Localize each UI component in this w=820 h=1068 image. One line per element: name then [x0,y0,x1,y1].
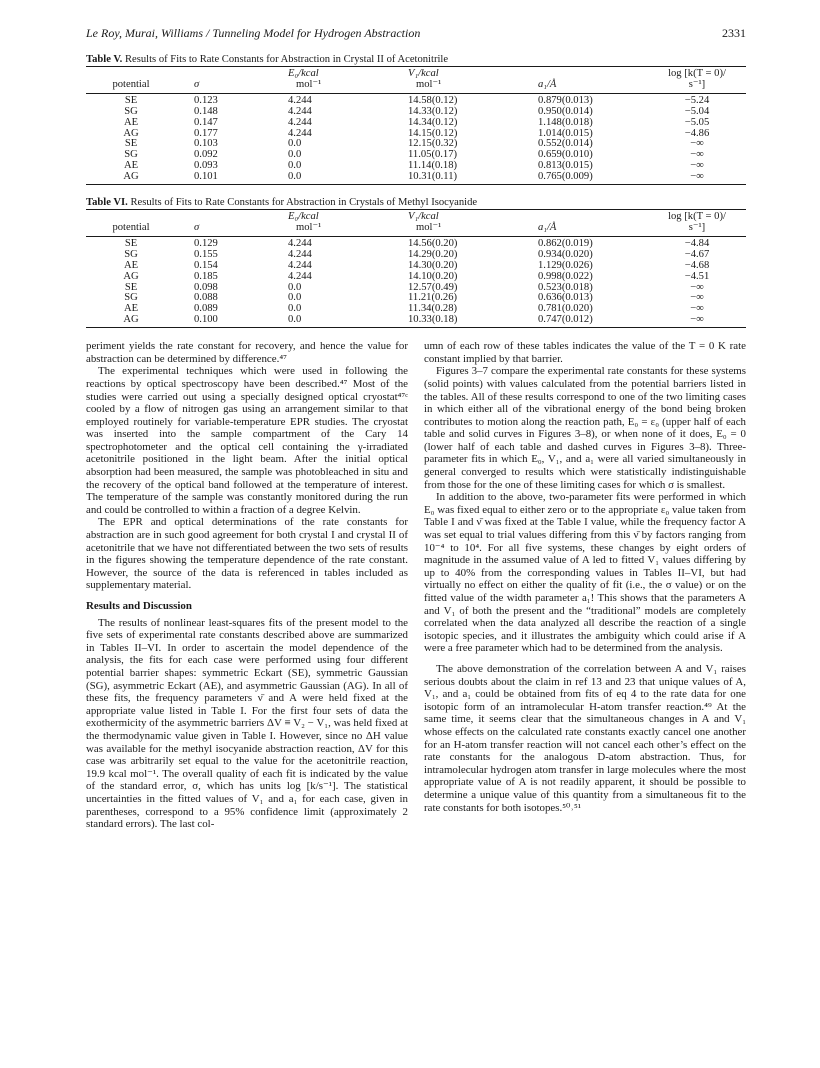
table-cell-potential: SG [124,105,138,117]
table-cell-a1: 0.747(0.012) [538,315,648,327]
left-column [86,340,408,831]
table-cell-logk: −∞ [648,315,746,327]
table5-header-v1-unit: mol⁻¹ [408,80,538,93]
paragraph: In addition to the above, two-parameter fits were performed in which E₀ was fixed equal to either zero or to the appropriate ε₀ value taken from Table I and ν̄ was fixed at the Table I value, while the frequency factor A was set equal to trial values differing from this ν̄ by factors ranging from 10⁻⁴ to 10⁴. For all five systems, these changes by eight orders of magnitude in the assumed value of A led to fitted V₁ values differing by up to 40% from the corresponding values in Tables II–VI, but had virtually no effect on either the quality of fit (i.e., the σ value) or on the fitted value of the width parameter a₁! This shows that the parameters A and V₁ of both the present and the “traditional” models are completely correlated when the data analyzed all describe the reaction of a single isotopic species, and it illustrates the ambiguity which could arise if A were a free parameter which had to be determined from the analysis. [424,491,746,655]
table-cell-logk: −4.68 [684,259,710,271]
table-cell-a1: 0.862(0.019) [538,237,593,249]
table-cell-v1: 10.31(0.11) [408,172,538,184]
table-cell-logk: −4.86 [684,127,710,139]
table5-header-potential: potential [86,80,176,93]
table-cell-sigma: 0.088 [194,292,218,304]
table-cell-e0: 0.0 [288,303,302,315]
table-cell-logk: −∞ [690,149,704,161]
table6-header-e0-unit: mol⁻¹ [288,223,408,236]
table-cell-a1: 0.813(0.015) [538,160,593,172]
table-cell-potential: AE [123,259,139,271]
right-column [424,340,746,831]
table6-header-logk-unit: s⁻¹] [648,223,746,236]
table-cell-logk: −∞ [690,281,704,293]
table-cell-a1: 0.998(0.022) [538,270,593,282]
table5-caption-text: Results of Fits to Rate Constants for Abstraction in Crystal II of Acetonitrile [124,54,449,65]
table-cell-e0: 0.0 [288,149,302,161]
table-cell-potential: AG [86,172,176,184]
table-cell-e0: 0.0 [288,172,408,184]
table-cell-potential: SG [124,149,138,161]
table5-header-sigma: σ [176,80,288,93]
table-cell-v1: 14.15(0.12) [408,127,458,139]
table-cell-a1: 0.523(0.018) [538,281,593,293]
table-cell-v1: 14.29(0.20) [408,248,458,260]
table6-header-e0: E₀/kcal [288,210,408,223]
table-cell-v1: 12.15(0.32) [408,138,458,150]
table-cell-sigma: 0.154 [194,259,218,271]
table-row [86,107,746,118]
table-cell-e0: 4.244 [288,127,312,139]
table-cell-logk: −∞ [690,138,704,150]
table-cell-sigma: 0.103 [194,138,218,150]
page-number: 2331 [722,26,746,40]
table-cell-sigma: 0.100 [176,315,288,327]
table-row [86,272,746,283]
table-cell-sigma: 0.147 [194,116,218,128]
table5 [86,66,746,185]
table6-header-a1: a₁/Å [538,223,648,236]
running-header [86,26,746,42]
table-cell-e0: 4.244 [288,94,312,106]
table6-header-logk: log [k(T = 0)/ [648,210,746,223]
table6-header-v1: V₁/kcal [408,210,538,223]
table-cell-logk: −4.51 [684,270,710,282]
table-cell-sigma: 0.101 [176,172,288,184]
table-cell-e0: 0.0 [288,138,302,150]
table-cell-logk: −5.04 [684,105,710,117]
table-cell-sigma: 0.155 [194,248,218,260]
table-cell-sigma: 0.177 [194,127,218,139]
table-cell-sigma: 0.089 [194,303,218,315]
table-cell-logk: −∞ [690,292,704,304]
table6-caption-text: Results of Fits to Rate Constants for Abstraction in Crystals of Methyl Isocyanide [130,197,478,209]
table6-label: Table VI. [86,197,128,209]
table-cell-v1: 14.30(0.20) [408,259,458,271]
table-cell-e0: 4.244 [288,259,312,271]
table5-header-v1: V₁/kcal [408,67,538,80]
table-cell-v1: 14.58(0.12) [408,94,458,106]
table-cell-v1: 14.34(0.12) [408,116,458,128]
table5-header-a1: a₁/Å [538,80,648,93]
table-cell-potential: AE [123,303,139,315]
paragraph: The above demonstration of the correlation between A and V₁ raises serious doubts about the claim in ref 13 and 23 that unique values of A, V₁, and a₁ could be obtained from fits of eq 4 to the rate data for one isotopic form of an intramolecular H-atom transfer reaction.⁴⁹ At the same time, it seems clear that the simultaneous changes in A and V₁ whose effects on the calculated rate constants exactly cancel one another for an H-atom transfer reaction will not cancel each other’s effect on the rate constants for the analogous D-atom abstraction. Thus, for intramolecular hydrogen atom transfer in large molecules where the most appropriate value of A is not readily apparent, it should be possible to determine a unique value of this quantity from a simultaneous fit to the rate constants for both isotopes.⁵⁰˒⁵¹ [424,662,746,814]
table-cell-potential: AG [123,127,139,139]
table-row [86,261,746,272]
table-cell-v1: 14.10(0.20) [408,270,458,282]
table-cell-a1: 0.950(0.014) [538,105,593,117]
table-cell-potential: SG [124,248,138,260]
table-cell-v1: 10.33(0.18) [408,315,538,327]
table-cell-v1: 11.21(0.26) [408,292,458,304]
table-cell-a1: 0.659(0.010) [538,149,593,161]
table5-caption [86,54,746,66]
table-cell-potential: SE [124,94,138,106]
table-cell-a1: 0.552(0.014) [538,138,593,150]
table-cell-sigma: 0.185 [194,270,218,282]
table6-header-sigma: σ [176,223,288,236]
table-row [86,118,746,129]
table-cell-logk: −∞ [690,303,704,315]
table-cell-logk: −5.24 [684,94,710,106]
table-cell-sigma: 0.148 [194,105,218,117]
table-cell-e0: 4.244 [288,248,312,260]
section-heading: Results and Discussion [86,600,192,612]
table-cell-potential: SG [124,292,138,304]
table5-label: Table V. [86,54,123,65]
table-cell-potential: SE [124,281,138,293]
table-cell-e0: 0.0 [288,292,302,304]
table-cell-logk: −∞ [648,172,746,184]
table6-header-v1-unit: mol⁻¹ [408,223,538,236]
table-cell-a1: 0.934(0.020) [538,248,593,260]
running-title: Le Roy, Murai, Williams / Tunneling Model for Hydrogen Abstraction [86,26,421,40]
paragraph: periment yields the rate constant for recovery, and hence the value for abstraction can be determined by difference.⁴⁷ [86,340,408,365]
table-cell-potential: SE [124,237,138,249]
table-cell-sigma: 0.123 [194,94,218,106]
table-cell-logk: −4.67 [684,248,710,260]
table-cell-a1: 1.014(0.015) [538,127,593,139]
table-cell-a1: 0.781(0.020) [538,303,593,315]
table-row [86,172,746,184]
table-cell-sigma: 0.093 [194,160,218,172]
table-cell-v1: 14.33(0.12) [408,105,458,117]
table-cell-sigma: 0.092 [194,149,218,161]
table5-header-logk: log [k(T = 0)/ [648,67,746,80]
table-cell-a1: 0.879(0.013) [538,94,593,106]
table5-header-e0-unit: mol⁻¹ [288,80,408,93]
table6-caption [86,197,746,209]
paragraph: The results of nonlinear least-squares fits of the present model to the five sets of experimental rate constants described above are summarized in Tables II–VI. In order to ascertain the model dependence of the analysis, the fits for each case were performed using four different potential barrier shapes: symmetric Eckart (SE), symmetric Gaussian (SG), asymmetric Eckart (AE), and asymmetric Gaussian (AG). In all of these fits, the frequency parameters ν̄ and A were held fixed at the appropriate value listed in Table I. For the first four sets of data the exothermicity of the asymmetric barriers ΔV ≡ V₂ − V₁, was held fixed at the thermodynamic value given in Table I. However, since no ΔH value was available for the methyl isocyanide abstraction reaction, ΔV for this case was arbitrarily set equal to the value for the acetonitrile reaction, 19.9 kcal mol⁻¹. The overall quality of each fit is indicated by the value of the standard error, σ, which has units log [k/s⁻¹]. The statistical uncertainties in the fitted values of V₁ and a₁ for each case, given in parentheses, correspond to a 95% confidence limit (approximately 2 standard errors). The last col- [86,616,408,831]
table-cell-e0: 0.0 [288,281,302,293]
table-cell-e0: 0.0 [288,315,408,327]
paragraph: umn of each row of these tables indicates the value of the T = 0 K rate constant implied by that barrier. [424,340,746,365]
table-cell-v1: 11.05(0.17) [408,149,458,161]
table-cell-v1: 14.56(0.20) [408,237,458,249]
table-cell-e0: 4.244 [288,105,312,117]
table5-header-e0: E₀/kcal [288,67,408,80]
table-cell-sigma: 0.129 [194,237,218,249]
table-row [86,93,746,106]
table6-header-potential: potential [86,223,176,236]
table-cell-sigma: 0.098 [194,281,218,293]
table-cell-potential: AG [123,270,139,282]
table-cell-e0: 0.0 [288,160,302,172]
table-row [86,236,746,249]
table-cell-logk: −5.05 [684,116,710,128]
journal-page [86,26,746,831]
table5-header-logk-unit: s⁻¹] [648,80,746,93]
table-cell-v1: 11.14(0.18) [408,160,458,172]
table-cell-v1: 12.57(0.49) [408,281,458,293]
paragraph: The EPR and optical determinations of the rate constants for abstraction are in such good agreement for both crystal I and crystal II of acetonitrile that we have not differentiated between the two sets of results in the figures showing the temperature dependence of the rate constant. However, the source of the data is referenced in tables included as supplementary material. [86,516,408,592]
table-cell-logk: −4.84 [684,237,710,249]
table-cell-e0: 4.244 [288,116,312,128]
table6 [86,209,746,328]
table-cell-a1: 0.636(0.013) [538,292,593,304]
table-cell-v1: 11.34(0.28) [408,303,458,315]
table-cell-potential: SE [124,138,138,150]
table-cell-potential: AE [123,160,139,172]
paragraph: The experimental techniques which were used in following the reactions by optical spectroscopy have been described.⁴⁷ Most of the studies were carried out using a specially designed optical cryostat⁴⁷ᶜ cooled by a flow of nitrogen gas using an arrangement similar to that employed routinely for variable-temperature EPR studies. The cryostat was inserted into the sample compartment of the Cary 14 spectrophotometer and the optical cell containing the γ-irradiated acetonitrile positioned in the light beam. After the initial optical absorption had been measured, the sample was photobleached in situ and the recovery of the optical band followed at the temperature of interest. The temperature of the sample was constantly monitored during the run and could be controlled to within a fraction of a degree Kelvin. [86,365,408,516]
table-cell-a1: 1.129(0.026) [538,259,593,271]
table-cell-a1: 1.148(0.018) [538,116,593,128]
paragraph: Figures 3–7 compare the experimental rate constants for these systems (solid points) with values calculated from the potential barriers listed in the tables. All of these results correspond to one of the two limiting cases in which either all of the vibrational energy of the bond being broken contributes to motion along the reaction path, E₀ = ε₀ (upper half of each table and solid curves in Figures 3–8), or when none of it does, E₀ = 0 (lower half of each table and dashed curves in Figures 3–8). Three-parameter fits in which E₀, V₁, and a₁ were all varied simultaneously in general converged to results which were statistically indistinguishable from those for the one of these limiting cases for which σ is smallest. [424,365,746,491]
table-cell-potential: AE [123,116,139,128]
body-columns [86,340,746,831]
table-cell-e0: 4.244 [288,270,312,282]
table-cell-a1: 0.765(0.009) [538,172,648,184]
table-row [86,315,746,327]
table-cell-e0: 4.244 [288,237,312,249]
table-cell-logk: −∞ [690,160,704,172]
table-cell-potential: AG [86,315,176,327]
